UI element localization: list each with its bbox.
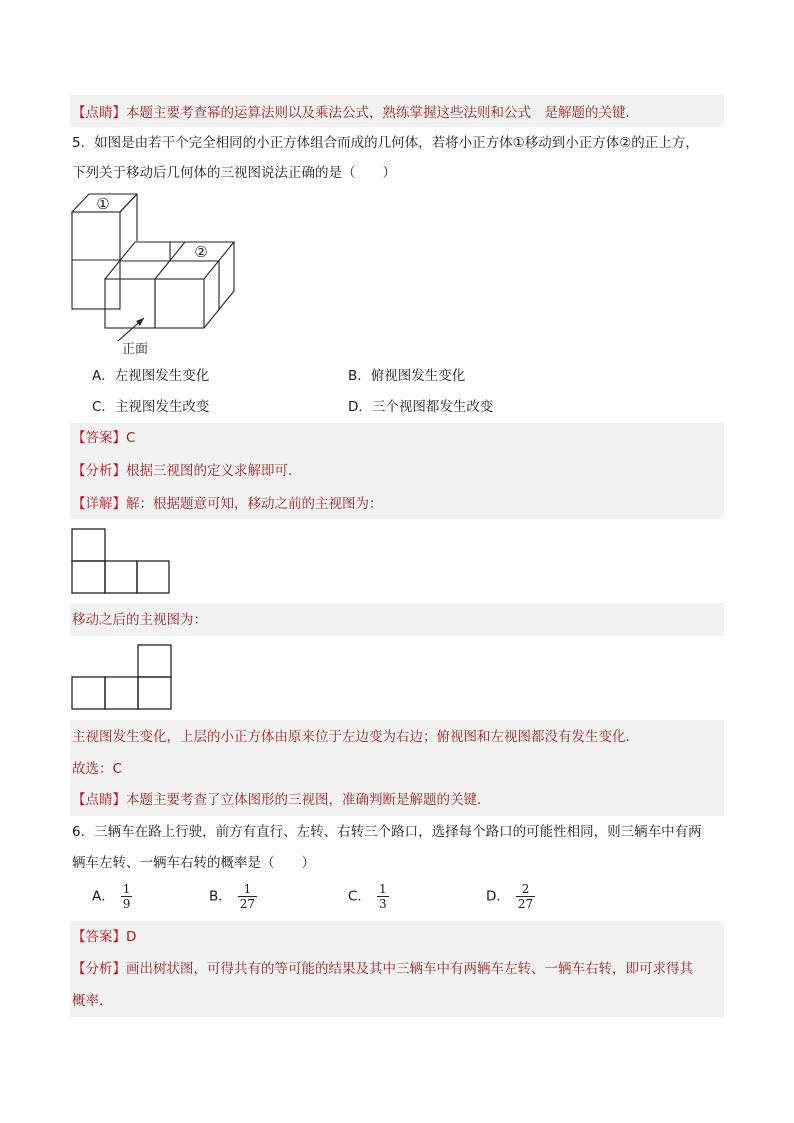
fraction: $\frac{2}{27}$: [517, 882, 534, 911]
q5-option-a: A．左视图发生变化: [92, 368, 210, 384]
q5-conclusion: 主视图发生变化，上层的小正方体由原来位于左边变为右边；俯视图和左视图都没有发生变化．: [72, 729, 639, 745]
q5-answer: 【答案】C: [72, 430, 136, 446]
q6-analysis-line1: 【分析】画出树状图，可得共有的等可能的结果及其中三辆车中有两辆车左转、一辆车右转，即可求得其: [72, 961, 693, 977]
q6-option-d: D． $\frac{2}{27}$: [486, 882, 534, 911]
q5-stem-line2: 下列关于移动后几何体的三视图说法正确的是（ ）: [72, 165, 396, 181]
q6-option-c: C． $\frac{1}{3}$: [348, 882, 387, 911]
pointer-tag: 【点睛】: [72, 105, 126, 121]
q5-detail: 【详解】解：根据题意可知，移动之前的主视图为：: [72, 496, 383, 512]
q6-option-b: B． $\frac{1}{27}$: [209, 882, 256, 911]
q6-option-a: A． $\frac{1}{9}$: [92, 882, 131, 911]
q5-option-b: B．俯视图发生变化: [348, 368, 466, 384]
prev-pointer: 【点睛】本题主要考查幂的运算法则以及乘法公式，熟练掌握这些法则和公式 是解题的关键．: [72, 105, 639, 121]
fraction: $\frac{1}{9}$: [122, 882, 131, 911]
q5-choose: 故选：C: [72, 761, 122, 777]
q6-analysis-line2: 概率．: [72, 993, 113, 1009]
cube-label-2: ②: [194, 243, 208, 261]
q5-analysis: 【分析】根据三视图的定义求解即可．: [72, 463, 302, 479]
q6-stem-line1: 6．三辆车在路上行驶，前方有直行、左转、右转三个路口，选择每个路口的可能性相同，则三辆车中有两: [72, 824, 702, 840]
q5-stem-line1: 5．如图是由若干个完全相同的小正方体组合而成的几何体，若将小正方体①移动到小正方体②的正上方，: [72, 135, 699, 151]
q5-option-d: D．三个视图都发生改变: [348, 399, 494, 415]
front-label: 正面: [122, 342, 149, 357]
q5-pointer: 【点睛】本题主要考查了立体图形的三视图，准确判断是解题的关键．: [72, 792, 491, 808]
fraction: $\frac{1}{27}$: [239, 882, 256, 911]
fraction: $\frac{1}{3}$: [378, 882, 387, 911]
q6-stem-line2: 辆车左转、一辆车右转的概率是（ ）: [72, 855, 315, 871]
cube-label-1: ①: [96, 195, 110, 213]
q5-after-text: 移动之后的主视图为：: [72, 612, 207, 628]
q6-answer: 【答案】D: [72, 929, 137, 945]
q5-option-c: C．主视图发生改变: [92, 399, 210, 415]
